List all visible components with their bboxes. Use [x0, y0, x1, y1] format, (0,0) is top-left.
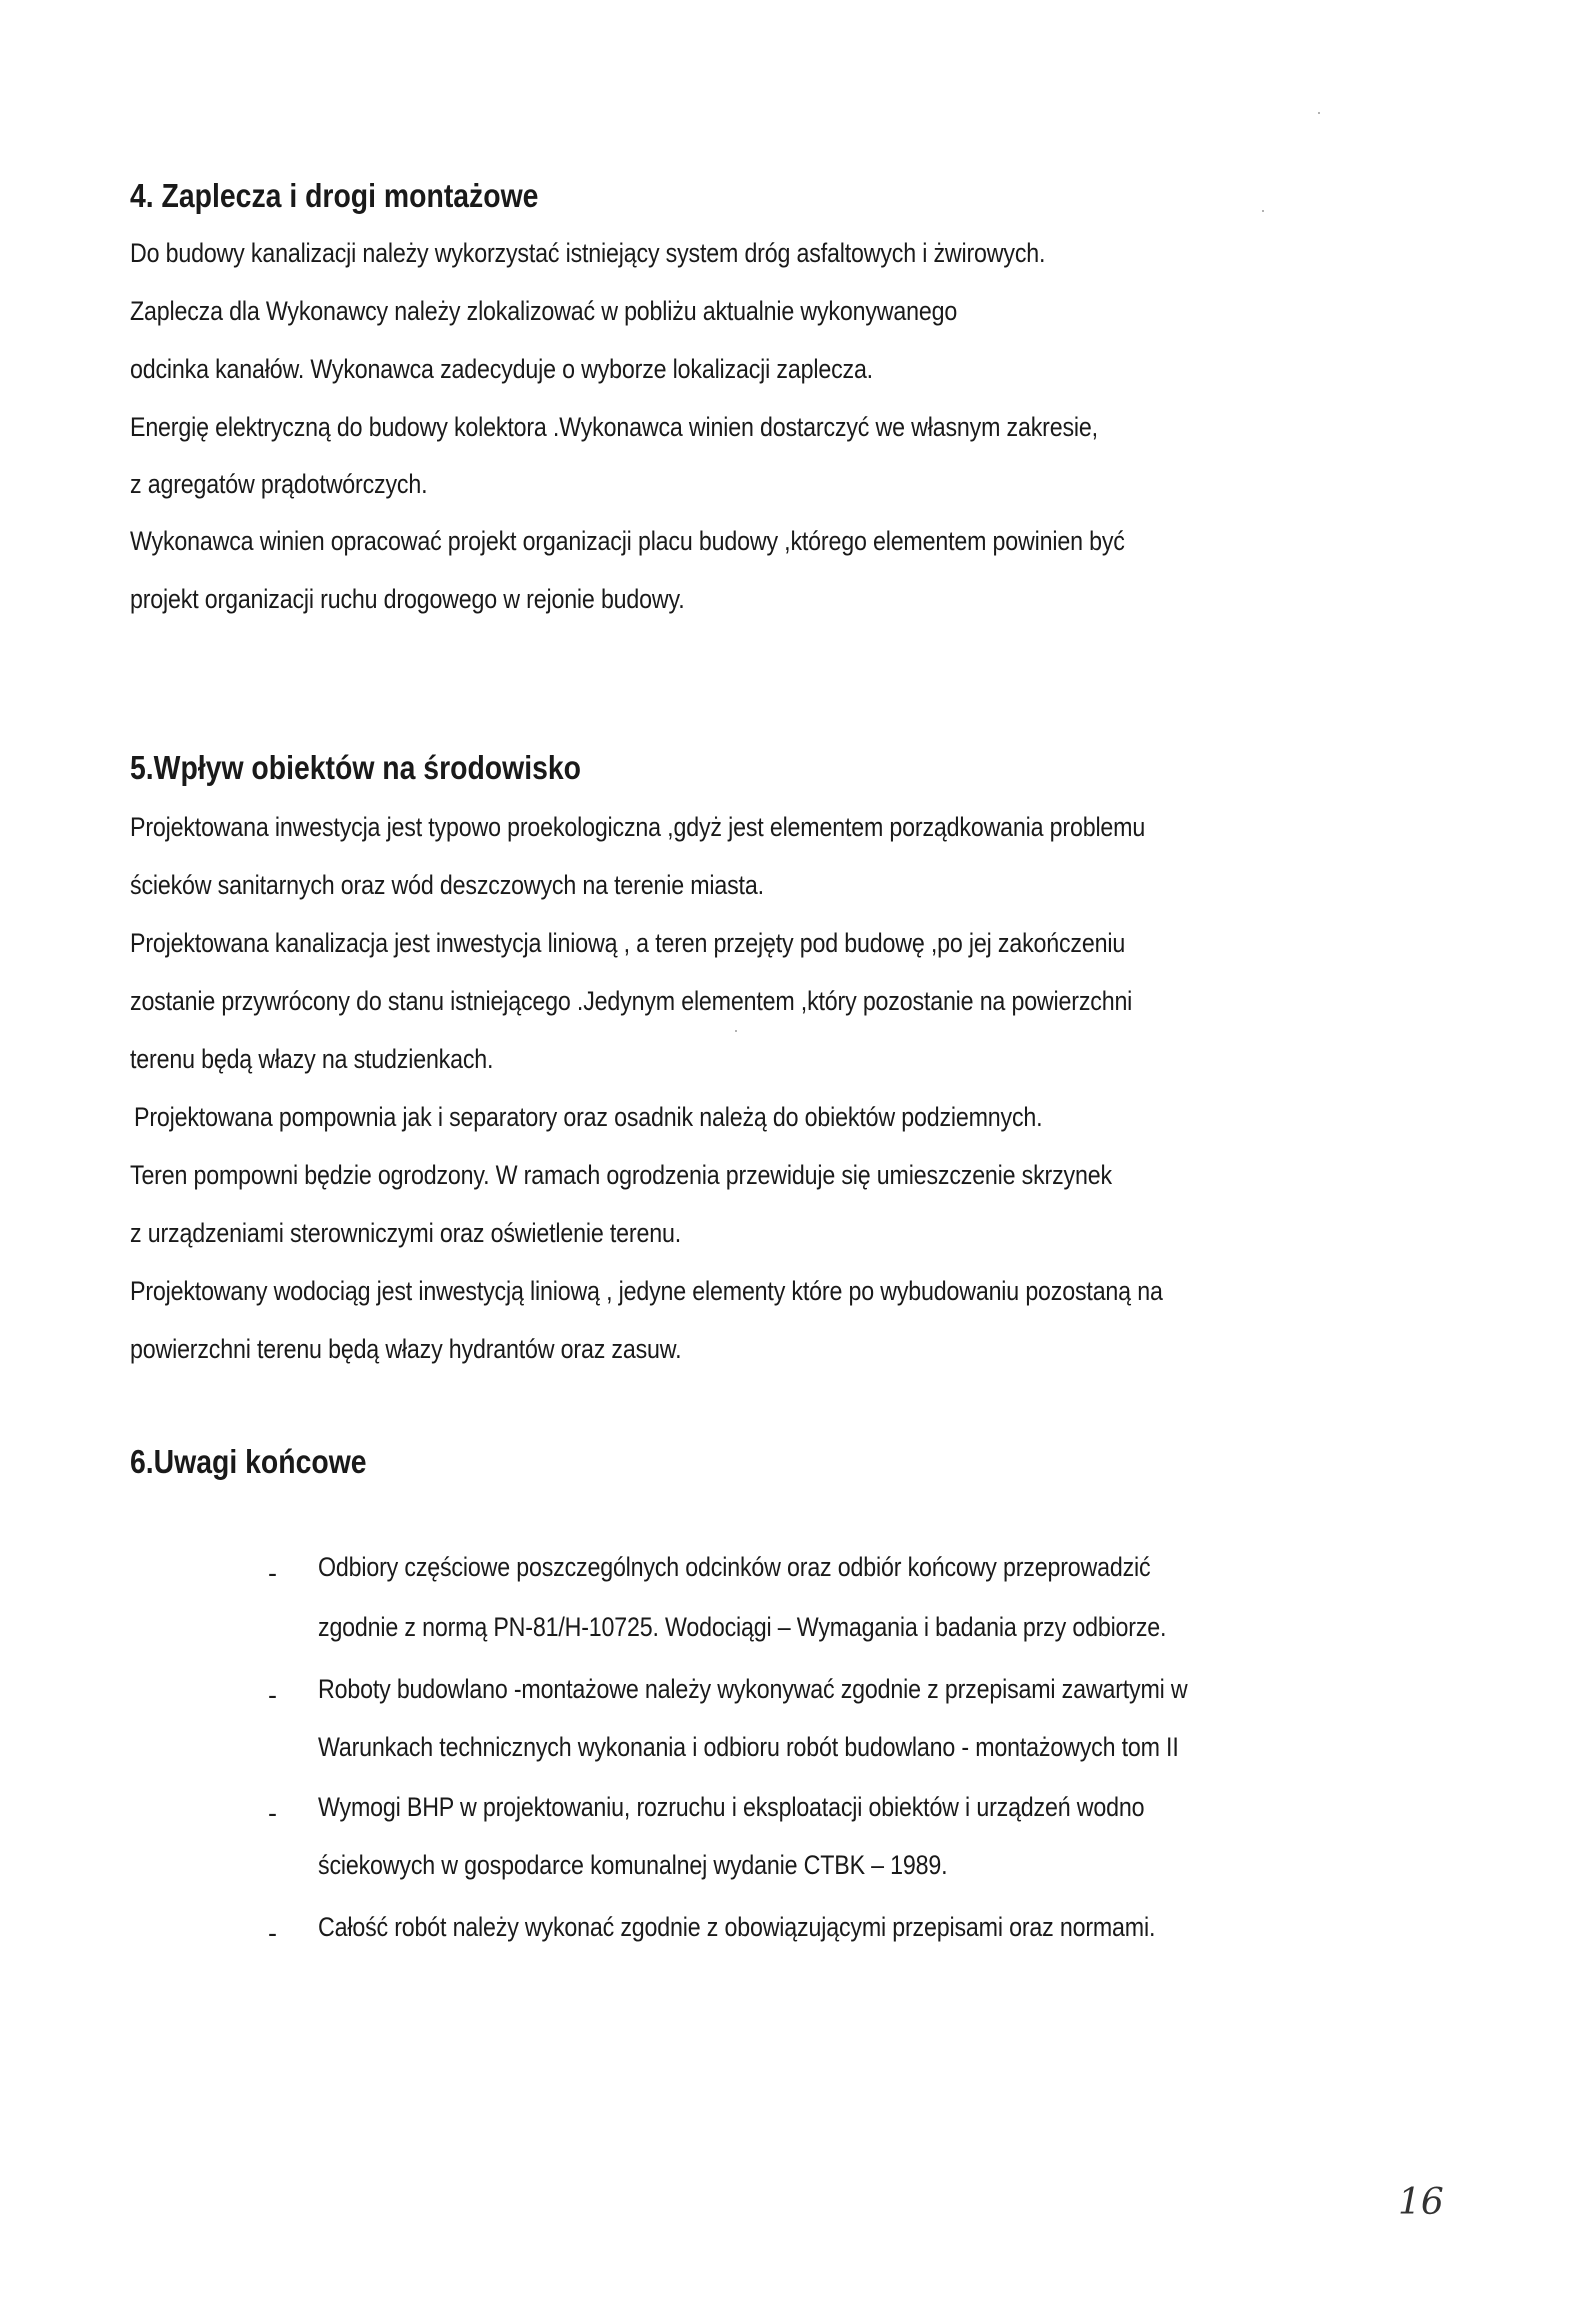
section-4-line-3: odcinka kanałów. Wykonawca zadecyduje o wyborze lokalizacji zaplecza.	[130, 354, 873, 384]
scan-speck	[1318, 112, 1320, 114]
section-5-line-7: Teren pompowni będzie ogrodzony. W ramach ogrodzenia przewiduje się umieszczenie skrzynek	[130, 1160, 1112, 1190]
section-5-line-1: Projektowana inwestycja jest typowo proekologiczna ,gdyż jest elementem porządkowania problemu	[130, 812, 1146, 842]
bullet-3-line-2: ściekowych w gospodarce komunalnej wydanie CTBK – 1989.	[318, 1850, 948, 1880]
section-5-line-4: zostanie przywrócony do stanu istniejącego .Jedynym elementem ,który pozostanie na powierzchni	[130, 986, 1133, 1016]
bullet-2-line-1: Roboty budowlano -montażowe należy wykonywać zgodnie z przepisami zawartymi w	[318, 1674, 1188, 1704]
scan-speck	[735, 1030, 737, 1032]
bullet-1-line-1: Odbiory częściowe poszczególnych odcinków oraz odbiór końcowy przeprowadzić	[318, 1552, 1151, 1582]
bullet-marker: -	[268, 1558, 277, 1588]
section-5-line-2: ścieków sanitarnych oraz wód deszczowych na terenie miasta.	[130, 870, 764, 900]
bullet-2-line-2: Warunkach technicznych wykonania i odbioru robót budowlano - montażowych tom II	[318, 1732, 1179, 1762]
bullet-1-line-2: zgodnie z normą PN-81/H-10725. Wodociągi – Wymagania i badania przy odbiorze.	[318, 1612, 1167, 1642]
section-4-line-2: Zaplecza dla Wykonawcy należy zlokalizować w pobliżu aktualnie wykonywanego	[130, 296, 958, 326]
section-4-line-6: Wykonawca winien opracować projekt organizacji placu budowy ,którego elementem powinien być	[130, 526, 1125, 556]
section-4-line-7: projekt organizacji ruchu drogowego w rejonie budowy.	[130, 584, 685, 614]
section-4-line-5: z agregatów prądotwórczych.	[130, 469, 428, 499]
scan-speck	[1262, 210, 1264, 212]
bullet-marker: -	[268, 1918, 277, 1948]
section-5-heading: 5.Wpływ obiektów na środowisko	[130, 749, 582, 786]
bullet-4-line-1: Całość robót należy wykonać zgodnie z obowiązującymi przepisami oraz normami.	[318, 1912, 1156, 1942]
bullet-marker: -	[268, 1680, 277, 1710]
section-5-line-5: terenu będą włazy na studzienkach.	[130, 1044, 494, 1074]
section-5-line-9: Projektowany wodociąg jest inwestycją liniową , jedyne elementy które po wybudowaniu pozostaną na	[130, 1276, 1163, 1306]
section-4-line-4: Energię elektryczną do budowy kolektora .Wykonawca winien dostarczyć we własnym zakresie,	[130, 412, 1098, 442]
section-5-line-6: Projektowana pompownia jak i separatory oraz osadnik należą do obiektów podziemnych.	[134, 1102, 1043, 1132]
section-6-heading: 6.Uwagi końcowe	[130, 1443, 367, 1480]
bullet-marker: -	[268, 1798, 277, 1828]
section-5-line-10: powierzchni terenu będą włazy hydrantów oraz zasuw.	[130, 1334, 682, 1364]
section-4-heading: 4. Zaplecza i drogi montażowe	[130, 177, 539, 214]
section-4-line-1: Do budowy kanalizacji należy wykorzystać istniejący system dróg asfaltowych i żwirowych.	[130, 238, 1046, 268]
page-number: 16	[1398, 2182, 1444, 2223]
section-5-line-3: Projektowana kanalizacja jest inwestycja liniową , a teren przejęty pod budowę ,po jej zakończeniu	[130, 928, 1126, 958]
section-5-line-8: z urządzeniami sterowniczymi oraz oświetlenie terenu.	[130, 1218, 681, 1248]
bullet-3-line-1: Wymogi BHP w projektowaniu, rozruchu i eksploatacji obiektów i urządzeń wodno	[318, 1792, 1145, 1822]
